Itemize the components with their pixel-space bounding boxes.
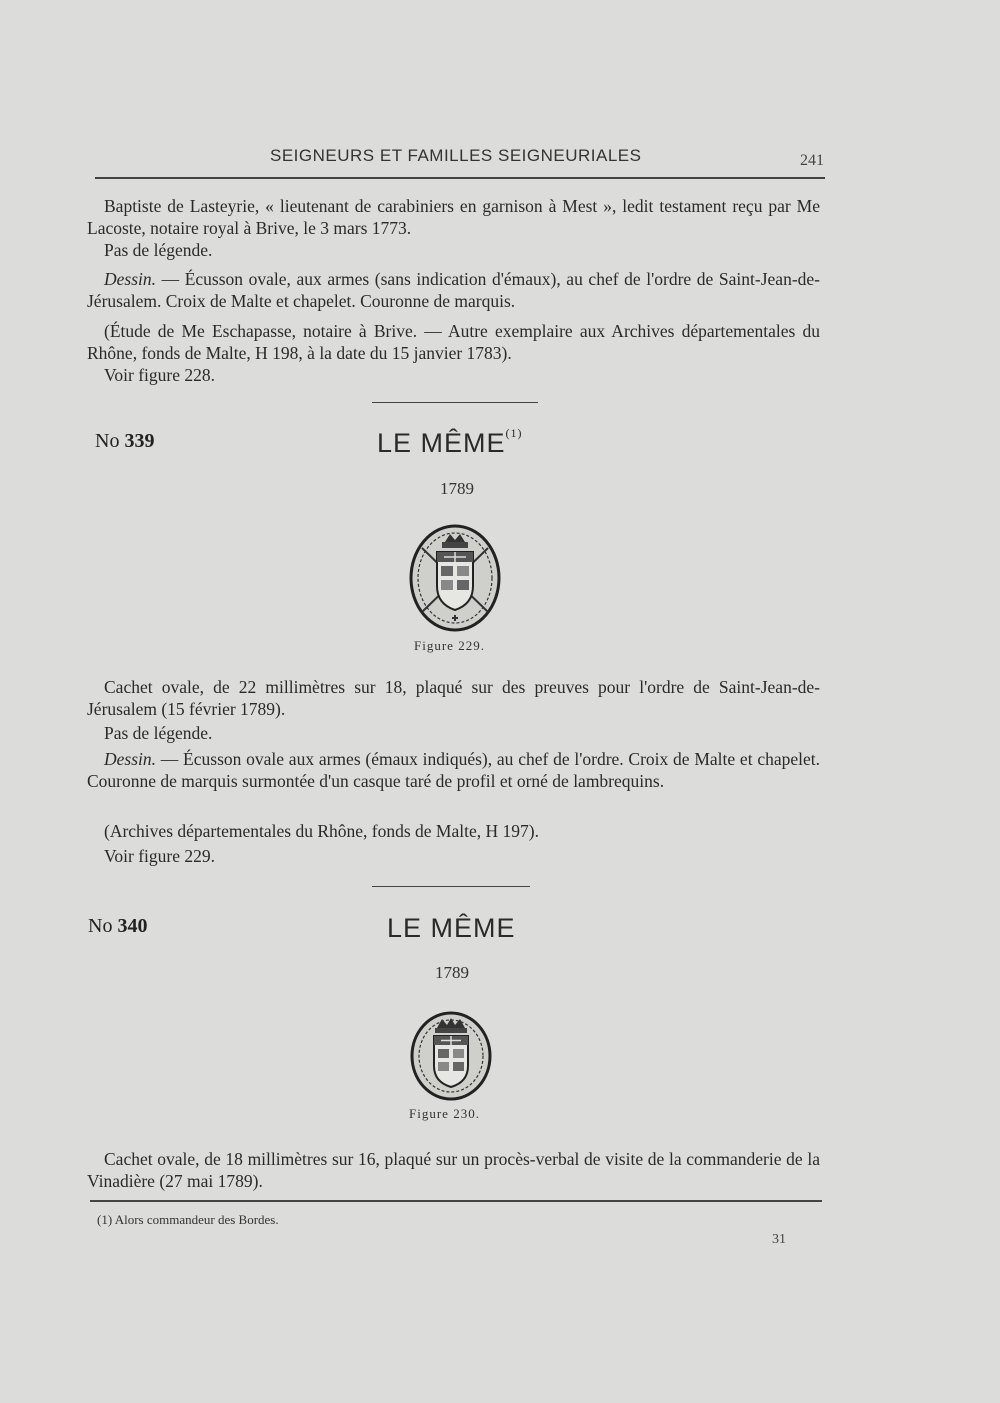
entry-title-340: LE MÊME — [387, 913, 516, 943]
figure-caption-229: Figure 229. — [414, 638, 485, 653]
running-title: SEIGNEURS ET FAMILLES SEIGNEURIALES — [270, 146, 642, 165]
entry-year-340: 1789 — [435, 963, 469, 982]
entry-339-paragraph-4: (Archives départementales du Rhône, fonds de Malte, H 197). — [104, 821, 539, 841]
figure-caption-230: Figure 230. — [409, 1106, 480, 1121]
entry-title-339: LE MÊME$^{(1)}$ — [377, 426, 523, 458]
entry-number-340: No 340 — [88, 915, 148, 937]
intro-paragraph-2: Pas de légende. — [104, 240, 213, 260]
section-divider — [372, 402, 538, 403]
seal-image-229 — [408, 522, 502, 634]
entry-339-paragraph-1: Cachet ovale, de 22 millimètres sur 18, plaqué sur des preuves pour l'ordre de Saint-Jean-de-Jérusalem (15 février 1789). — [87, 677, 820, 719]
intro-paragraph-3 — [87, 268, 820, 312]
page-number: 241 — [800, 152, 824, 169]
signature-mark: 31 — [772, 1232, 786, 1247]
dessin-label: Dessin. — [104, 269, 157, 289]
entry-year-339: 1789 — [440, 479, 474, 498]
oval-seal-coat-of-arms-icon — [410, 1010, 492, 1102]
dessin-text: — Écusson ovale, aux armes (sans indication d'émaux), au chef de l'ordre de Saint-Jean-de-Jérusalem. Croix de Malte et chapelet. Couronne de marquis. — [87, 269, 820, 311]
entry-339-paragraph-5: Voir figure 229. — [104, 846, 215, 866]
entry-number-339: No 339 — [95, 430, 155, 452]
dessin-text: — Écusson ovale aux armes (émaux indiqués), au chef de l'ordre. Croix de Malte et chapelet. Couronne de marquis surmontée d'un casque taré de profil et orné de lambrequins. — [87, 749, 820, 791]
dessin-label: Dessin. — [104, 749, 157, 769]
oval-seal-coat-of-arms-icon — [408, 522, 502, 634]
header-rule — [95, 177, 825, 179]
entry-339-paragraph-2: Pas de légende. — [104, 723, 213, 743]
entry-339-paragraph-3 — [87, 748, 820, 792]
seal-image-230 — [410, 1010, 492, 1102]
intro-paragraph-5: Voir figure 228. — [104, 365, 215, 385]
footnote: (1) Alors commandeur des Bordes. — [97, 1212, 279, 1227]
footnote-rule — [90, 1200, 822, 1202]
intro-paragraph-1: Baptiste de Lasteyrie, « lieutenant de carabiniers en garnison à Mest », ledit testament reçu par Me Lacoste, notaire royal à Brive, le 3 mars 1773. — [87, 196, 820, 238]
footnote-mark: (1) — [505, 426, 523, 440]
intro-paragraph-4: (Étude de Me Eschapasse, notaire à Brive. — Autre exemplaire aux Archives départementales du Rhône, fonds de Malte, H 198, à la date du 15 janvier 1783). — [87, 321, 820, 363]
entry-340-paragraph-1: Cachet ovale, de 18 millimètres sur 16, plaqué sur un procès-verbal de visite de la commanderie de la Vinadière (27 mai 1789). — [87, 1149, 820, 1191]
section-divider — [372, 886, 530, 887]
